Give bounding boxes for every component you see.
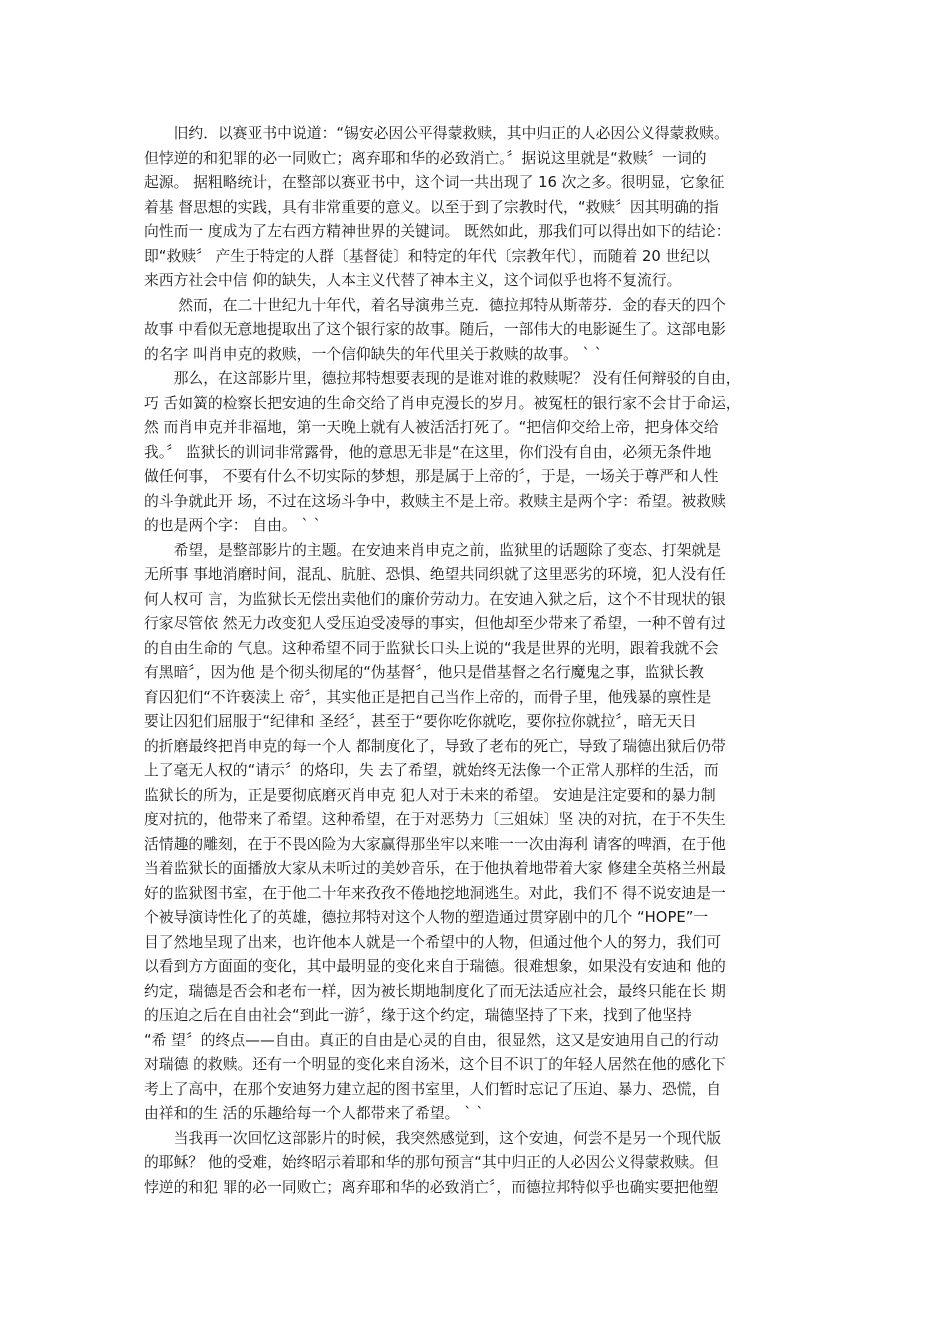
text-line: 做任何事， 不要有什么不切实际的梦想，那是属于上帝的〞，于是，一场关于尊严和人性 (144, 468, 719, 485)
text-line: 的名字 叫肖申克的救赎，一个信仰缺失的年代里关于救赎的故事。 ` ` (144, 345, 603, 363)
text-line: 行家尽管依 然无力改变犯人受压迫受凌辱的事实，但他却至少带来了希望，一种不曾有过 (144, 615, 726, 632)
text-line: 起源。 据粗略统计，在整部以赛亚书中，这个词一共出现了 16 次之多。很明显，它象征 (144, 174, 725, 191)
text-line: 育囚犯们“不许亵渎上 帝〞，其实他正是把自己当作上帝的，而骨子里，他残暴的禀性是 (144, 688, 712, 706)
essay-text (144, 122, 810, 1200)
text-line: 向性而一 度成为了左右西方精神世界的关键词。 既然如此，那我们可以得出如下的结论： (144, 223, 731, 240)
text-line: 那么，在这部影片里，德拉邦特想要表现的是谁对谁的救赎呢？ 没有任何辩驳的自由， (144, 370, 741, 387)
text-line: 目了然地呈现了出来，也许他本人就是一个希望中的人物，但通过他个人的努力，我们可 (144, 933, 722, 951)
text-line: 监狱长的所为，正是要彻底磨灭肖申克 犯人对于未来的希望。 安迪是注定要和的暴力制 (144, 786, 716, 804)
text-line: 我。〞 监狱长的训词非常露骨，他的意思无非是“在这里，你们没有自由，必须无条件地 (144, 443, 712, 461)
text-line: 的斗争就此开 场，不过在这场斗争中，救赎主不是上帝。救赎主是两个字：希望。被救赎 (144, 492, 726, 510)
text-line: 然而，在二十世纪九十年代，着名导演弗兰克．德拉邦特从斯蒂芬．金的春天的四个 (144, 296, 726, 314)
text-line: 的自由生命的 气息。这种希望不同于监狱长口头上说的“我是世界的光明，跟着我就不会 (144, 639, 719, 657)
text-line: 由祥和的生 活的乐趣给每一个人都带来了希望。 ` ` (144, 1105, 484, 1122)
text-line: 希望，是整部影片的主题。在安迪来肖申克之前，监狱里的话题除了变态、打架就是 (144, 541, 722, 559)
text-line: 故事 中看似无意地提取出了这个银行家的故事。随后，一部伟大的电影诞生了。这部电影 (144, 321, 726, 338)
text-line: 着基 督思想的实践，具有非常重要的意义。以至于到了宗教时代，“救赎〞因其明确的指 (144, 198, 719, 216)
text-line: 好的监狱图书室，在于他二十年来孜孜不倦地挖地洞逃生。对此，我们不 得不说安迪是一 (144, 884, 726, 902)
text-line: 上了毫无人权的“请示〞的烙印，失 去了希望，就始终无法像一个正常人那样的生活，而 (144, 762, 719, 779)
text-line: 然 而肖申克并非福地，第一天晚上就有人被活活打死了。“把信仰交给上帝，把身体交给 (144, 419, 719, 436)
text-line: 当着监狱长的面播放大家从未听过的美妙音乐，在于他执着地带着大家 修建全英格兰州最 (144, 860, 726, 877)
text-line: 无所事 事地消磨时间，混乱、肮脏、恐惧、绝望共同织就了这里恶劣的环境，犯人没有任 (144, 566, 726, 583)
text-line: “希 望〞的终点——自由。真正的自由是心灵的自由，很显然，这又是安迪用自己的行动 (144, 1031, 719, 1049)
text-line: 对瑞德 的救赎。还有一个明显的变化来自汤米，这个目不识丁的年轻人居然在他的感化下 (144, 1056, 726, 1073)
text-line: 约定，瑞德是否会和老布一样，因为被长期地制度化了而无法适应社会，最终只能在长 期 (144, 982, 726, 1000)
text-line: 度对抗的，他带来了希望。这种希望，在于对恶势力〔三姐妹〕坚 决的对抗，在于不失生 (144, 811, 726, 828)
text-line: 个被导演诗性化了的英雄，德拉邦特对这个人物的塑造通过贯穿剧中的几个 “HOPE”一 (144, 909, 709, 926)
text-line: 巧 舌如簧的检察长把安迪的生命交给了肖申克漫长的岁月。被冤枉的银行家不会甘于命运， (144, 394, 741, 412)
text-line: 当我再一次回忆这部影片的时候，我突然感觉到，这个安迪，何尝不是另一个现代版 (144, 1129, 722, 1147)
text-line: 活情趣的雕刻，在于不畏凶险为大家赢得那坐牢以来唯一一次由海利 请客的啤酒，在于他 (144, 835, 726, 853)
text-line: 考上了高中，在那个安迪努力建立起的图书室里，人们暂时忘记了压迫、暴力、恐慌，自 (144, 1080, 722, 1098)
text-line: 的也是两个字： 自由。 ` ` (144, 517, 321, 534)
text-line: 要让囚犯们屈服于“纪律和 圣经〞，甚至于“要你吃你就吃，要你拉你就拉〞，暗无天日 (144, 713, 697, 730)
text-line: 旧约．以赛亚书中说道：“锡安必因公平得蒙救赎，其中归正的人必因公义得蒙救赎。 (144, 125, 729, 142)
text-line: 的折磨最终把肖申克的每一个人 都制度化了，导致了老布的死亡，导致了瑞德出狱后仍带 (144, 737, 726, 755)
text-line: 但悖逆的和犯罪的必一同败亡；离弃耶和华的必致消亡。〞据说这里就是“救赎〞一词的 (144, 149, 707, 167)
text-line: 何人权可 言，为监狱长无偿出卖他们的廉价劳动力。在安迪入狱之后，这个不甘现状的银 (144, 590, 726, 608)
text-line: 的耶稣？ 他的受难，始终昭示着耶和华的那句预言“其中归正的人必因公义得蒙救赎。但 (144, 1154, 719, 1171)
text-line: 悖逆的和犯 罪的必一同败亡；离弃耶和华的必致消亡〞，而德拉邦特似乎也确实要把他塑 (144, 1178, 719, 1196)
text-line: 的压迫之后在自由社会“到此一游〞，缘于这个约定，瑞德坚持了下来，找到了他坚持 (144, 1007, 692, 1024)
text-line: 有黑暗〞，因为他 是个彻头彻尾的“伪基督〞，他只是借基督之名行魔鬼之事，监狱长教 (144, 664, 704, 681)
text-line: 来西方社会中信 仰的缺失，人本主义代替了神本主义，这个词似乎也将不复流行。 (144, 272, 682, 289)
text-line: 即“救赎〞 产生于特定的人群〔基督徒〕和特定的年代〔宗教年代〕，而随着 20 世纪以 (144, 247, 710, 265)
text-line: 以看到方方面面的变化，其中最明显的变化来自于瑞德。很难想象，如果没有安迪和 他的 (144, 958, 726, 975)
